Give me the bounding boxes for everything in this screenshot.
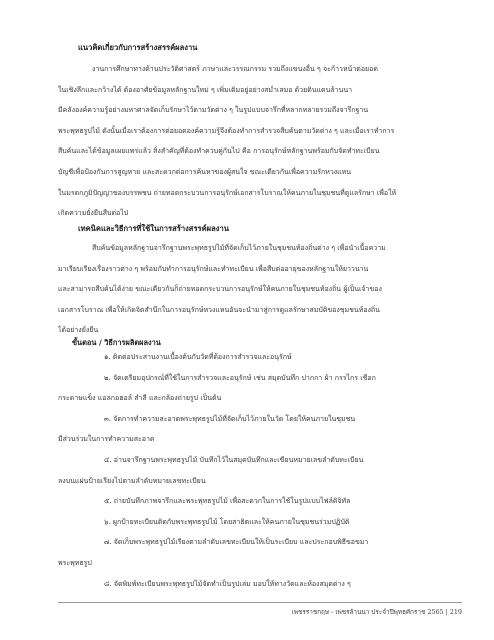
step-item: ๕. ถ่ายบันทึกภาพจารึกและพระพุทธรูปไม้ เพื่อสะดวกในการใช้ในรูปแบบไฟล์ดิจิทัล (104, 497, 351, 506)
paragraph-line: พระพุทธรูปไม้ ดังนั้นเมื่อเราต้องการต่อยอดองค์ความรู้จึงต้องทำการสำรวจสืบค้นตามวัดต่าง ๆ และเมื่อเราทำการ (58, 126, 395, 135)
paragraph-line: งานการศึกษาทางด้านประวัติศาสตร์ ภาษาและวรรณกรรม รวมถึงแขนงอื่น ๆ จะก้าวหน้าต่อยอด (92, 65, 378, 73)
step-item: ๒. จัดเตรียมอุปกรณ์ที่ใช้ในการสำรวจและอนุรักษ์ เช่น สมุดบันทึก ปากกา ผ้า กรรไกร เชือก (104, 373, 376, 382)
paragraph-line: บัญชีเพื่อป้องกันการสูญหาย และสะดวกต่อการค้นหาของผู้สนใจ ขณะเดียวกันเพื่อความรักหวงแหน (58, 167, 352, 176)
footer-rule (58, 602, 462, 603)
step-continuation: พระพุทธรูป (58, 558, 92, 567)
paragraph-line: มีคลังองค์ความรู้อย่างมหาศาลจัดเก็บรักษาไว้ตามวัดต่าง ๆ ในรูปแบบจารึกที่หลากหลายรวมถึงจารึกฐาน (58, 106, 369, 115)
step-item: ๔. อ่านจารึกฐานพระพุทธรูปไม้ บันทึกไว้ในสมุดบันทึกและเขียนหมายเลขลำดับทะเบียน (104, 455, 364, 464)
section-heading-techniques: เทคนิคและวิธีการที่ใช้ในการสร้างสรรค์ผลงาน (78, 224, 229, 233)
section-body-concept (58, 59, 462, 224)
step-item: ๘. จัดพิมพ์ทะเบียนพระพุทธรูปไม้จัดทำเป็นรูปเล่ม มอบให้ทางวัดและห้องสมุดต่าง ๆ (104, 579, 351, 588)
paragraph-line: ในเชิงลึกและกว้างได้ ต้องอาศัยข้อมูลหลักฐานใหม่ ๆ เพิ่มเติมอยู่อย่างสม่ำเสมอ ด้วยดินแดนล้านนา (58, 85, 353, 94)
step-item: ๖. ผูกป้ายทะเบียนติดกับพระพุทธรูปไม้ โดยสาธิตและให้คนภายในชุมชนร่วมปฏิบัติ (104, 517, 350, 526)
steps-list (58, 347, 462, 594)
paragraph-line: ได้อย่างยั่งยืน (58, 326, 99, 335)
paragraph-line: เอกสารโบราณ เพื่อให้เกิดจิตสำนึกในการอนุรักษ์หวงแหนอันจะนำมาสู่การดูแลรักษาสมบัติของชุมชนท้องถิ่น (58, 305, 380, 314)
step-continuation: กระดาษแข็ง แอลกอฮอล์ สำลี และกล้องถ่ายรูป เป็นต้น (58, 394, 222, 403)
section-heading-concept: แนวคิดเกี่ยวกับการสร้างสรรค์ผลงาน (78, 43, 198, 52)
section-heading-steps: ขั้นตอน / วิธีการผลิตผลงาน (72, 338, 161, 347)
paragraph-line: สืบค้นข้อมูลหลักฐานจารึกฐานพระพุทธรูปไม้ที่จัดเก็บไว้ภายในชุมชนท้องถิ่นต่าง ๆ เพื่อนำเนื้อความ (92, 244, 386, 252)
paragraph-line: มาเรียบเรียงเรื่องราวต่าง ๆ พร้อมกับทำการอนุรักษ์และทำทะเบียน เพื่อสืบต่ออายุของหลักฐานให้ยาวนาน (58, 264, 369, 273)
step-continuation: มีส่วนร่วมในการทำความสะอาด (58, 435, 155, 444)
paragraph-line: เกิดความยั่งยืนสืบต่อไป (58, 209, 129, 218)
section-body-techniques (58, 238, 462, 341)
paragraph-line: สืบค้นและได้ข้อมูลเผยแพร่แล้ว สิ่งสำคัญที่ต้องทำควบคู่กันไป คือ การอนุรักษ์หลักฐานพร้อมกับจัดทำทะเบียน (58, 147, 380, 156)
paragraph-line: และสามารถสืบค้นได้ง่าย ขณะเดียวกันก็ถ่ายทอดกระบวนการอนุรักษ์ให้คนภายในชุมชนท้องถิ่น ผู้เป็นเจ้าของ (58, 285, 382, 294)
step-item: ๗. จัดเก็บพระพุทธรูปไม้เรียงตามลำดับเลขทะเบียนให้เป็นระเบียบ และประกอบพิธีขอขมา (104, 538, 369, 547)
step-item: ๑. ติดต่อประสานงานเบื้องต้นกับวัดที่ต้องการสำรวจและอนุรักษ์ (104, 353, 292, 361)
step-continuation: ลงบนแผ่นป้ายเรียงไปตามลำดับหมายเลขทะเบียน (58, 476, 206, 485)
step-item: ๓. จัดการทำความสะอาดพระพุทธรูปไม้ที่จัดเก็บไว้ภายในวัด โดยให้คนภายในชุมชน (104, 414, 356, 423)
page-footer: เพชรราชกฤษ - เพชรล้านนา ประจำปีพุทธศักราช 2565 | 219 (291, 608, 462, 616)
paragraph-line: ในมรดกภูมิปัญญาของบรรพชน ถ่ายทอดกระบวนการอนุรักษ์เอกสารโบราณให้คนภายในชุมชนที่ดูแลรักษา เพื่อให้ (58, 188, 397, 197)
